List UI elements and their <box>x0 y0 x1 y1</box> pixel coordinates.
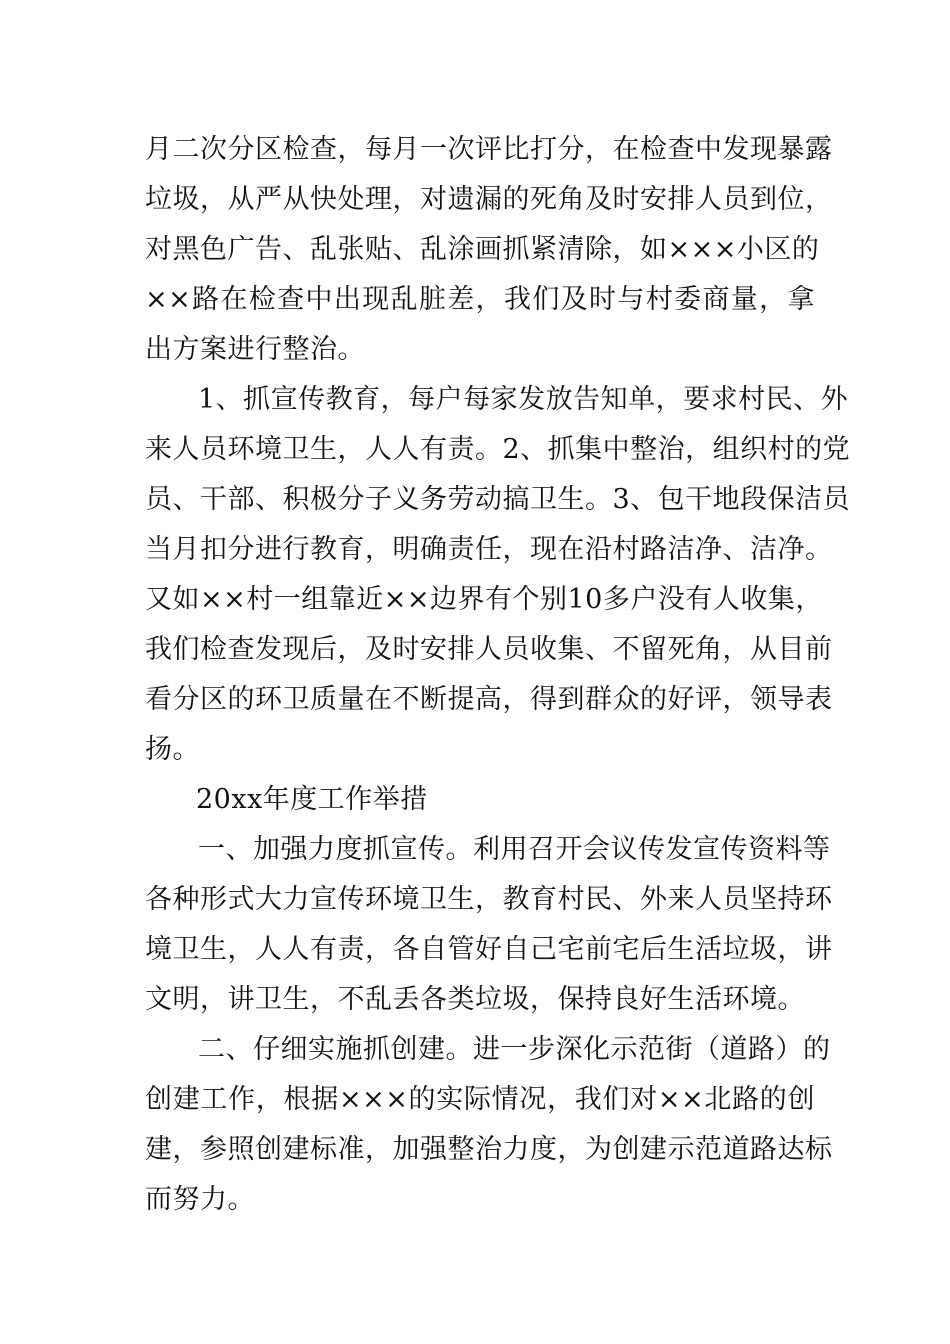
paragraph-line: 二、仔细实施抓创建。进一步深化示范街（道路）的 <box>198 1034 831 1065</box>
paragraph-line: 境卫生，人人有责，各自管好自己宅前宅后生活垃圾，讲 <box>145 934 833 965</box>
paragraph-line: 对黑色广告、乱张贴、乱涂画抓紧清除，如×××小区的 <box>145 234 820 265</box>
paragraph-line: 看分区的环卫质量在不断提高，得到群众的好评，领导表 <box>145 684 833 715</box>
paragraph-line: 创建工作，根据×××的实际情况，我们对××北路的创 <box>145 1084 815 1115</box>
paragraph-line: 我们检查发现后，及时安排人员收集、不留死角，从目前 <box>145 634 833 665</box>
paragraph-line: 文明，讲卫生，不乱丢各类垃圾，保持良好生活环境。 <box>145 984 805 1015</box>
paragraph-line: 来人员环境卫生，人人有责。2、抓集中整治，组织村的党 <box>145 434 851 465</box>
paragraph-line: 又如××村一组靠近××边界有个别10多户没有人收集， <box>145 584 823 615</box>
paragraph-line: 当月扣分进行教育，明确责任，现在沿村路洁净、洁净。 <box>145 534 833 565</box>
paragraph-line: ××路在检查中出现乱脏差，我们及时与村委商量，拿 <box>145 284 815 315</box>
paragraph-line: 1、抓宣传教育，每户每家发放告知单，要求村民、外 <box>198 384 849 415</box>
paragraph-line: 月二次分区检查，每月一次评比打分，在检查中发现暴露 <box>145 134 833 165</box>
paragraph-line: 而努力。 <box>145 1184 255 1215</box>
paragraph-line: 垃圾，从严从快处理，对遗漏的死角及时安排人员到位， <box>145 184 833 215</box>
paragraph-line: 建，参照创建标准，加强整治力度，为创建示范道路达标 <box>145 1134 833 1165</box>
paragraph-line: 各种形式大力宣传环境卫生，教育村民、外来人员坚持环 <box>145 884 833 915</box>
paragraph-line: 扬。 <box>145 734 200 765</box>
section-heading: 20xx年度工作举措 <box>196 784 428 815</box>
paragraph-line: 一、加强力度抓宣传。利用召开会议传发宣传资料等 <box>198 834 831 865</box>
paragraph-line: 员、干部、积极分子义务劳动搞卫生。3、包干地段保洁员 <box>145 484 851 515</box>
paragraph-line: 出方案进行整治。 <box>145 334 365 365</box>
